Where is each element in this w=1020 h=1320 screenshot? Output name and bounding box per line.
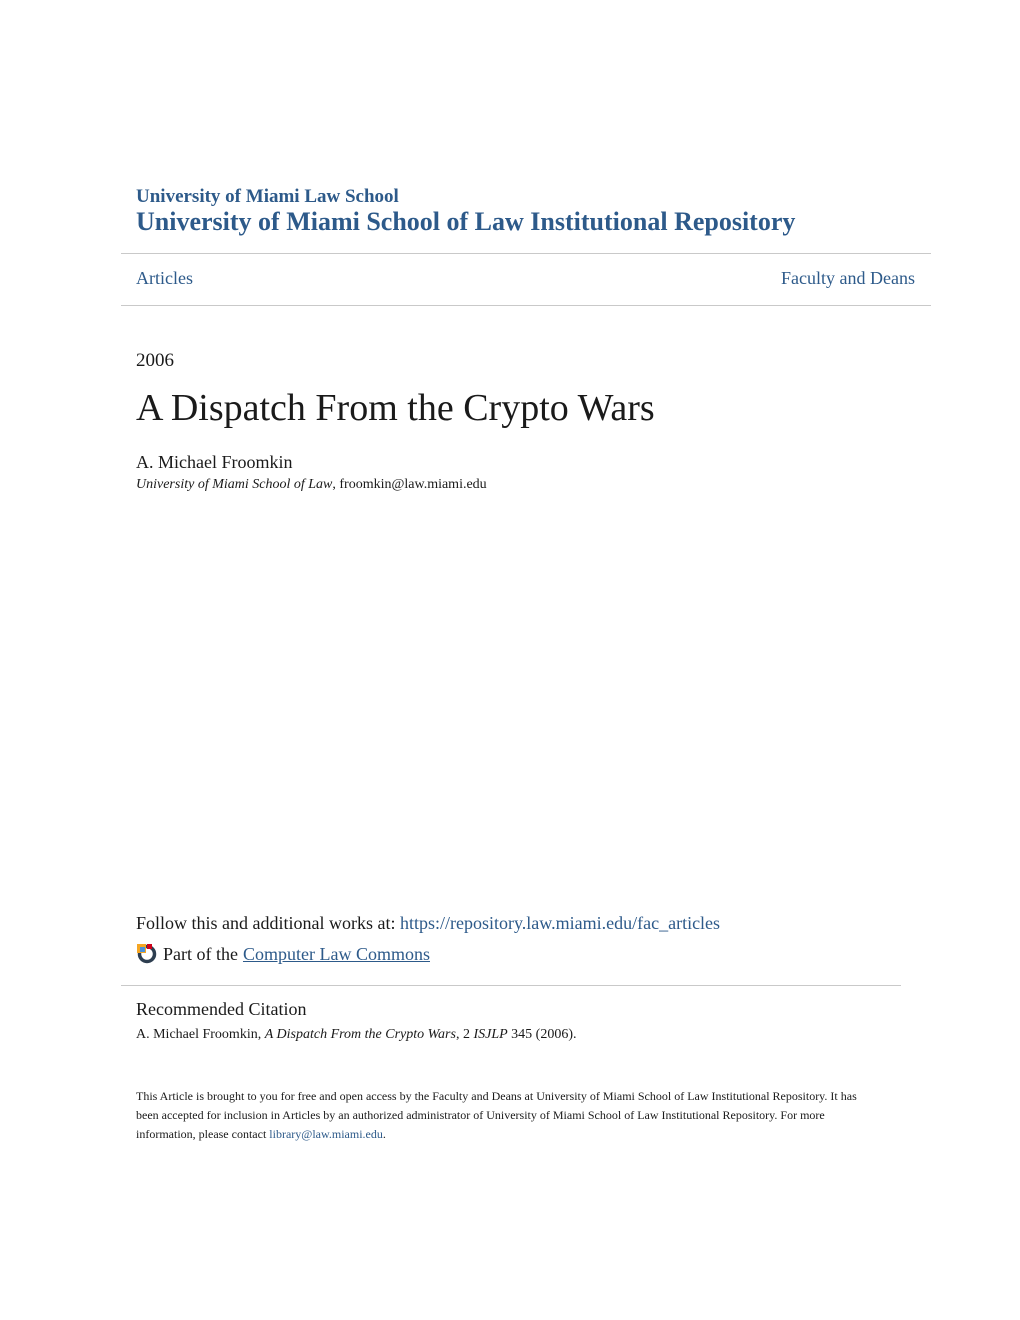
citation-sep: , — [455, 1027, 463, 1042]
author-email: froomkin@law.miami.edu — [339, 477, 487, 492]
affiliation-name: University of Miami School of Law — [136, 477, 333, 492]
citation-heading: Recommended Citation — [136, 999, 307, 1019]
follow-label: Follow this and additional works at: — [136, 913, 400, 933]
network-logo-icon — [136, 943, 158, 965]
notice-text: This Article is brought to you for free and open access by the Faculty and Deans at University of Miami School of Law Institutional Repository. It has been accepted for inclusion in Articles by an authorized administrator of University of Miami School of Law Institutional Repository. For more information, please contact — [136, 1089, 857, 1141]
divider-nav — [121, 305, 931, 306]
part-of-line — [136, 943, 430, 965]
library-email-link[interactable]: library@law.miami.edu — [269, 1127, 383, 1141]
notice-end: . — [382, 1127, 386, 1141]
divider-top — [121, 253, 931, 254]
author-affiliation: University of Miami School of Law, froomkin@law.miami.edu — [136, 477, 487, 492]
follow-line — [136, 913, 720, 934]
computer-law-commons-link[interactable]: Computer Law Commons — [242, 943, 430, 964]
access-notice — [136, 1087, 876, 1144]
citation-rest: 345 (2006). — [507, 1027, 577, 1042]
article-title: A Dispatch From the Crypto Wars — [136, 387, 655, 429]
publication-year: 2006 — [136, 350, 174, 371]
citation-title: A Dispatch From the Crypto Wars — [264, 1027, 456, 1042]
author-name: A. Michael Froomkin — [136, 452, 293, 472]
collection-url-link[interactable]: https://repository.law.miami.edu/fac_articles — [399, 913, 721, 933]
citation-journal: ISJLP — [473, 1027, 508, 1042]
school-name[interactable]: University of Miami Law School — [136, 186, 399, 207]
repository-name[interactable]: University of Miami School of Law Institutional Repository — [136, 207, 796, 236]
citation-author: A. Michael Froomkin, — [136, 1027, 265, 1042]
faculty-deans-link[interactable]: Faculty and Deans — [781, 268, 915, 288]
divider-citation — [121, 985, 901, 986]
part-of-label: Part of the — [163, 943, 238, 964]
articles-link[interactable]: Articles — [136, 268, 193, 288]
citation-volume: 2 — [462, 1027, 474, 1042]
citation-text — [136, 1027, 576, 1043]
